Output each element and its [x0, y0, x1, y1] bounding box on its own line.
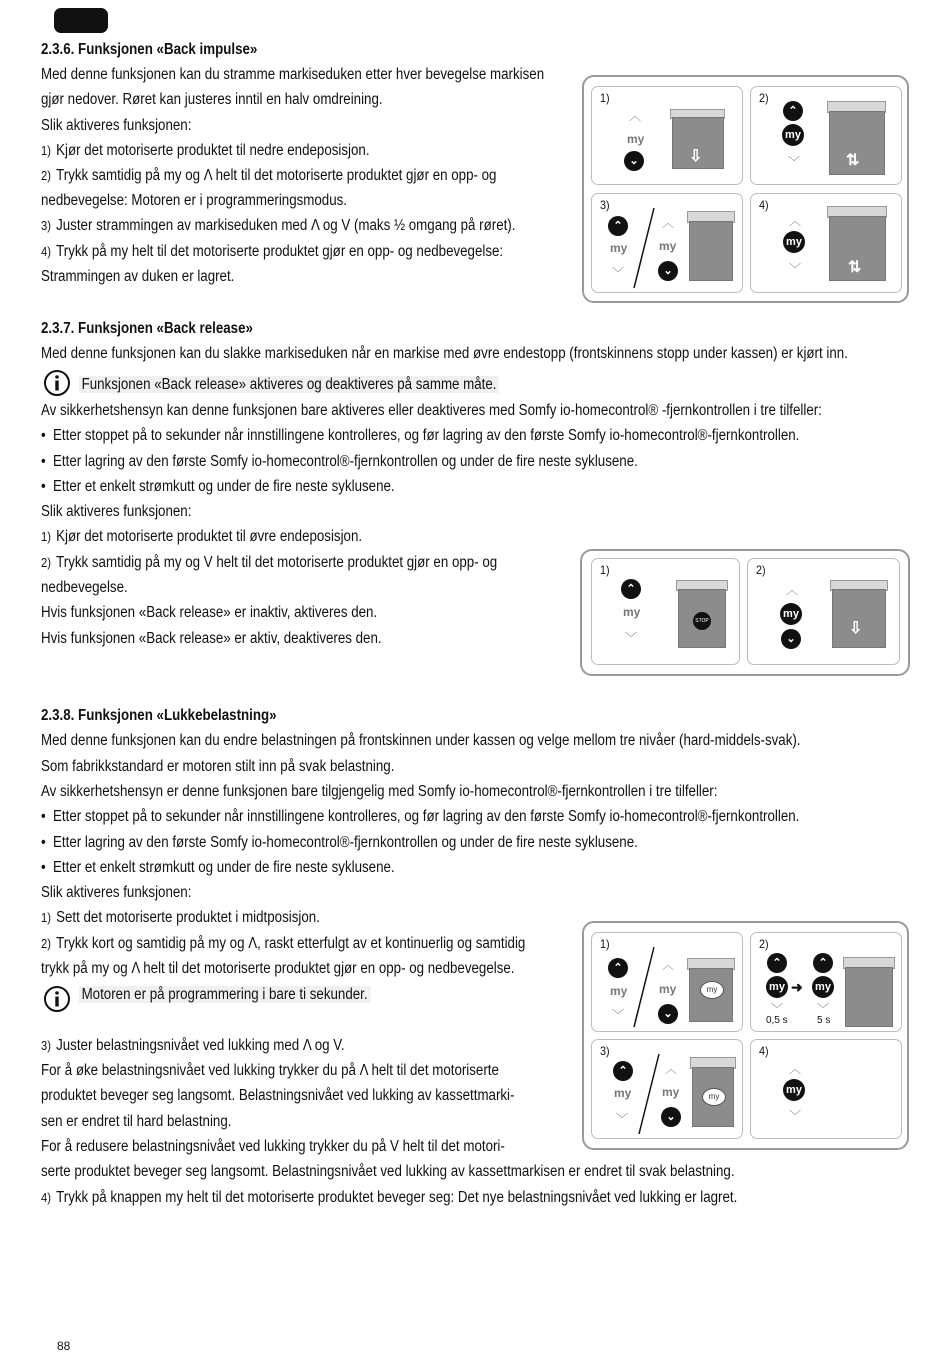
step-1: 1) Kjør det motoriserte produktet til nedre endeposisjon.	[41, 142, 370, 159]
text-line: Hvis funksjonen «Back release» er inaktiv, aktiveres den.	[41, 604, 378, 621]
arrow-down-icon: ⇩	[849, 620, 863, 637]
my-button-icon: my	[766, 976, 788, 998]
time-label: 0,5 s	[766, 1015, 788, 1026]
step-2: 2) Trykk kort og samtidig på my og Λ, raskt etterfulgt av et kontinuerlig og samtidig	[41, 935, 526, 952]
my-button-icon: my	[783, 1079, 805, 1101]
chevron-up-icon: ︿	[662, 216, 675, 230]
text-line: Med denne funksjonen kan du endre belastningen på frontskinnen under kassen og velge mellom tre nivåer (hard-middels-svak).	[41, 732, 801, 749]
chevron-up-icon: ︿	[789, 1062, 802, 1076]
my-label: my	[610, 984, 628, 998]
chevron-down-icon: ﹀	[612, 266, 625, 280]
figure-label: 3)	[600, 1044, 610, 1058]
figure-cell	[591, 558, 740, 665]
figure-label: 2)	[759, 937, 769, 951]
arrow-up-down-icon: ⇅	[846, 152, 860, 169]
text-line: sen er endret til hard belastning.	[41, 1113, 232, 1130]
text-line: gjør nedover. Røret kan justeres inntil en halv omdreining.	[41, 91, 383, 108]
my-label: my	[659, 239, 677, 253]
list-item: • Etter et enkelt strømkutt og under de fire neste syklusene.	[41, 478, 395, 495]
up-button-icon: ⌃	[813, 953, 833, 973]
figure-cell	[591, 932, 743, 1032]
awning-fabric	[689, 221, 733, 281]
text-line: Slik aktiveres funksjonen:	[41, 884, 192, 901]
list-item: • Etter stoppet på to sekunder når innstillingene kontrolleres, og før lagring av den første Somfy io-homecontrol®-fjernkontrollen.	[41, 427, 800, 444]
my-button-icon: my	[702, 1088, 726, 1106]
text-line: For å redusere belastningsnivået ved lukking trykker du på V helt til det motori-	[41, 1138, 505, 1155]
my-label: my	[623, 605, 641, 619]
step-3: 3) Juster strammingen av markiseduken med Λ og V (maks ½ omgang på røret).	[41, 217, 516, 234]
step-3: 3) Juster belastningsnivået ved lukking med Λ og V.	[41, 1037, 345, 1054]
my-label: my	[659, 982, 677, 996]
time-label: 5 s	[817, 1015, 831, 1026]
divider-slash	[630, 206, 658, 291]
text-line: Med denne funksjonen kan du stramme markiseduken etter hver bevegelse markisen	[41, 66, 545, 83]
figure-cell	[750, 932, 902, 1032]
awning-fabric	[829, 111, 885, 175]
chevron-down-icon: ﹀	[817, 1002, 830, 1016]
figure-cell	[591, 86, 743, 185]
chevron-up-icon: ︿	[786, 583, 799, 597]
step-2-cont: trykk på my og Λ helt til det motoriserte produktet gjør en opp- og nedbevegelse.	[41, 960, 515, 977]
info-icon	[43, 369, 71, 397]
chevron-down-icon: ﹀	[789, 262, 802, 276]
chevron-down-icon: ﹀	[616, 1112, 629, 1126]
chevron-up-icon: ︿	[789, 214, 802, 228]
divider-slash	[630, 945, 658, 1030]
text-line: serte produktet beveger seg langsomt. Belastningsnivået ved lukking av kassettmarkisen er endret til svak belastning.	[41, 1163, 735, 1180]
figure-cell	[750, 193, 902, 293]
figure-label: 1)	[600, 91, 610, 105]
list-item: • Etter stoppet på to sekunder når innstillingene kontrolleres, og før lagring av den første Somfy io-homecontrol®-fjernkontrollen.	[41, 808, 800, 825]
my-button-icon: my	[783, 231, 805, 253]
step-4-cont: Strammingen av duken er lagret.	[41, 268, 235, 285]
text-line: Slik aktiveres funksjonen:	[41, 117, 192, 134]
up-button-icon: ⌃	[783, 101, 803, 121]
list-item: • Etter lagring av den første Somfy io-homecontrol®-fjernkontrollen og under de fire neste syklusene.	[41, 834, 638, 851]
figure-label: 4)	[759, 198, 769, 212]
chevron-up-icon: ︿	[662, 958, 675, 972]
list-item: • Etter et enkelt strømkutt og under de fire neste syklusene.	[41, 859, 395, 876]
chevron-down-icon: ﹀	[788, 155, 801, 169]
figure-label: 2)	[759, 91, 769, 105]
chevron-down-icon: ﹀	[612, 1008, 625, 1022]
down-button-icon: ⌄	[624, 151, 644, 171]
up-button-icon: ⌃	[767, 953, 787, 973]
my-label: my	[662, 1085, 680, 1099]
heading-back-impulse: 2.3.6. Funksjonen «Back impulse»	[41, 41, 258, 58]
chevron-down-icon: ﹀	[789, 1109, 802, 1123]
up-button-icon: ⌃	[613, 1061, 633, 1081]
text-line: Som fabrikkstandard er motoren stilt inn på svak belastning.	[41, 758, 395, 775]
figure-label: 3)	[600, 198, 610, 212]
figure-label: 1)	[600, 937, 610, 951]
my-label: my	[627, 132, 645, 146]
my-button-icon: my	[700, 981, 724, 999]
figure-cell	[750, 1039, 902, 1139]
text-line: Slik aktiveres funksjonen:	[41, 503, 192, 520]
figure-back-release	[580, 549, 910, 676]
text-line: Hvis funksjonen «Back release» er aktiv, deaktiveres den.	[41, 630, 382, 647]
divider-slash	[635, 1052, 663, 1137]
heading-back-release: 2.3.7. Funksjonen «Back release»	[41, 320, 253, 337]
step-1: 1) Sett det motoriserte produktet i midtposisjon.	[41, 909, 320, 926]
text-line: For å øke belastningsnivået ved lukking trykker du på Λ helt til det motoriserte	[41, 1062, 499, 1079]
info-icon	[43, 985, 71, 1013]
heading-lukkebelastning: 2.3.8. Funksjonen «Lukkebelastning»	[41, 707, 277, 724]
text-line: Av sikkerhetshensyn er denne funksjonen bare tilgjengelig med Somfy io-homecontrol®-fjernkontrollen i tre tilfeller:	[41, 783, 718, 800]
text-line: produktet beveger seg langsomt. Belastningsnivået ved lukking av kassettmarki-	[41, 1087, 515, 1104]
step-2: 2) Trykk samtidig på my og Λ helt til det motoriserte produktet gjør en opp- og	[41, 167, 497, 184]
down-button-icon: ⌄	[658, 261, 678, 281]
my-label: my	[614, 1086, 632, 1100]
arrow-up-down-icon: ⇅	[848, 259, 862, 276]
down-button-icon: ⌄	[658, 1004, 678, 1024]
figure-label: 4)	[759, 1044, 769, 1058]
awning-fabric	[845, 967, 893, 1027]
step-4: 4) Trykk på knappen my helt til det motoriserte produktet beveger seg: Det nye belastningsnivået ved lukking er lagret.	[41, 1189, 738, 1206]
stop-icon: STOP	[693, 612, 711, 630]
up-button-icon: ⌃	[608, 216, 628, 236]
figure-cell	[750, 86, 902, 185]
awning-fabric	[672, 117, 724, 169]
awning-fabric	[829, 216, 886, 281]
down-button-icon: ⌄	[781, 629, 801, 649]
my-button-icon: my	[780, 603, 802, 625]
figure-cell	[591, 1039, 743, 1139]
chevron-down-icon: ﹀	[625, 631, 638, 645]
my-button-icon: my	[782, 124, 804, 146]
awning-fabric	[832, 589, 886, 648]
chevron-up-icon: ︿	[665, 1062, 678, 1076]
chevron-up-icon: ︿	[629, 109, 642, 123]
awning-fabric	[689, 968, 733, 1022]
arrow-down-icon: ⇩	[689, 148, 703, 165]
chevron-down-icon: ﹀	[771, 1002, 784, 1016]
figure-cell	[747, 558, 900, 665]
awning-fabric	[678, 589, 726, 648]
step-1: 1) Kjør det motoriserte produktet til øvre endeposisjon.	[41, 528, 363, 545]
figure-lukkebelastning	[582, 921, 909, 1150]
info-note: Funksjonen «Back release» aktiveres og deaktiveres på samme måte.	[79, 372, 499, 397]
list-item: • Etter lagring av den første Somfy io-homecontrol®-fjernkontrollen og under de fire neste syklusene.	[41, 453, 638, 470]
my-label: my	[610, 241, 628, 255]
text-line: Av sikkerhetshensyn kan denne funksjonen bare aktiveres eller deaktiveres med Somfy io-homecontrol® -fjernkontrollen i tre tilfeller:	[41, 402, 822, 419]
step-2-cont: nedbevegelse: Motoren er i programmeringsmodus.	[41, 192, 348, 209]
up-button-icon: ⌃	[621, 579, 641, 599]
my-button-icon: my	[812, 976, 834, 998]
awning-fabric	[692, 1067, 734, 1127]
step-2-cont: nedbevegelse.	[41, 579, 128, 596]
step-2: 2) Trykk samtidig på my og V helt til det motoriserte produktet gjør en opp- og	[41, 554, 498, 571]
arrow-right-icon: ➜	[791, 979, 803, 995]
section-tab	[54, 8, 108, 33]
down-button-icon: ⌄	[661, 1107, 681, 1127]
figure-label: 2)	[756, 563, 766, 577]
up-button-icon: ⌃	[608, 958, 628, 978]
figure-cell	[591, 193, 743, 293]
info-note: Motoren er på programmering i bare ti sekunder.	[79, 982, 370, 1007]
text-line: Med denne funksjonen kan du slakke markiseduken når en markise med øvre endestopp (frontskinnens stopp under kassen) er kjørt inn.	[41, 345, 848, 362]
step-4: 4) Trykk på my helt til det motoriserte produktet gjør en opp- og nedbevegelse:	[41, 243, 504, 260]
page-number: 88	[57, 1339, 71, 1353]
figure-back-impulse	[582, 75, 909, 303]
figure-label: 1)	[600, 563, 610, 577]
